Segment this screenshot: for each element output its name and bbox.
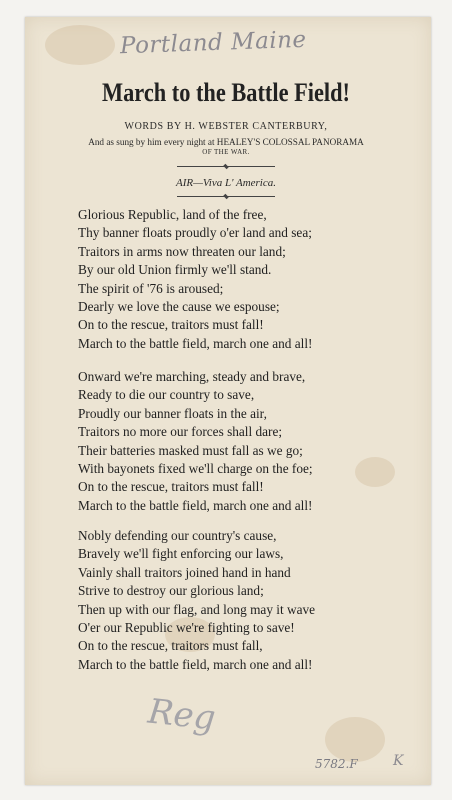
performance-credit-continued: OF THE WAR. xyxy=(202,148,250,156)
verse-line: O'er our Republic we're fighting to save! xyxy=(78,619,295,635)
verse-line: March to the battle field, march one and all! xyxy=(78,497,313,513)
verse-line: Thy banner floats proudly o'er land and sea; xyxy=(78,225,312,241)
verse-3 xyxy=(78,527,315,674)
age-stain xyxy=(355,457,395,487)
verse-line: By our old Union firmly we'll stand. xyxy=(78,262,272,278)
verse-line: Vainly shall traitors joined hand in hand xyxy=(78,564,291,580)
handwritten-location-note: Portland Maine xyxy=(119,26,307,60)
handwritten-reg-note: Reg xyxy=(146,691,218,739)
ornamental-rule-bottom xyxy=(177,196,275,197)
verse-line: Their batteries masked must fall as we go; xyxy=(78,442,303,458)
verse-line: March to the battle field, march one and all! xyxy=(78,656,313,672)
tune-air-label: AIR—Viva L' America. xyxy=(175,177,276,189)
verse-line: Strive to destroy our glorious land; xyxy=(78,583,264,599)
catalog-number: 5782.F xyxy=(315,757,358,771)
verse-line: Nobly defending our country's cause, xyxy=(78,528,277,543)
performance-credit: And as sung by him every night at HEALEY'S COLOSSAL PANORAMA xyxy=(88,137,364,147)
verse-line: Traitors no more our forces shall dare; xyxy=(78,424,283,440)
verse-line: Proudly our banner floats in the air, xyxy=(78,405,267,421)
verse-line: On to the rescue, traitors must fall! xyxy=(78,479,264,495)
age-stain xyxy=(45,25,115,65)
ornamental-rule-top xyxy=(177,166,275,167)
verse-line: Traitors in arms now threaten our land; xyxy=(78,243,286,259)
verse-line: Ready to die our country to save, xyxy=(78,387,255,403)
verse-line: On to the rescue, traitors must fall, xyxy=(78,638,263,654)
song-title: March to the Battle Field! xyxy=(102,78,350,107)
age-stain xyxy=(325,717,385,762)
verse-line: Then up with our flag, and long may it wave xyxy=(78,601,316,617)
lyricist-credit: WORDS BY H. WEBSTER CANTERBURY, xyxy=(124,121,328,132)
verse-line: Bravely we'll fight enforcing our laws, xyxy=(78,546,284,562)
verse-line: The spirit of '76 is aroused; xyxy=(78,280,224,296)
corner-mark: K xyxy=(393,753,404,769)
verse-line: Glorious Republic, land of the free, xyxy=(78,207,267,222)
verse-line: With bayonets fixed we'll charge on the foe; xyxy=(78,460,313,476)
verse-line: Onward we're marching, steady and brave, xyxy=(78,369,306,384)
verse-line: Dearly we love the cause we espouse; xyxy=(78,298,280,314)
verse-line: On to the rescue, traitors must fall! xyxy=(78,317,264,333)
verse-line: March to the battle field, march one and all! xyxy=(78,335,313,351)
verse-1 xyxy=(78,206,312,353)
verse-2 xyxy=(78,368,313,515)
